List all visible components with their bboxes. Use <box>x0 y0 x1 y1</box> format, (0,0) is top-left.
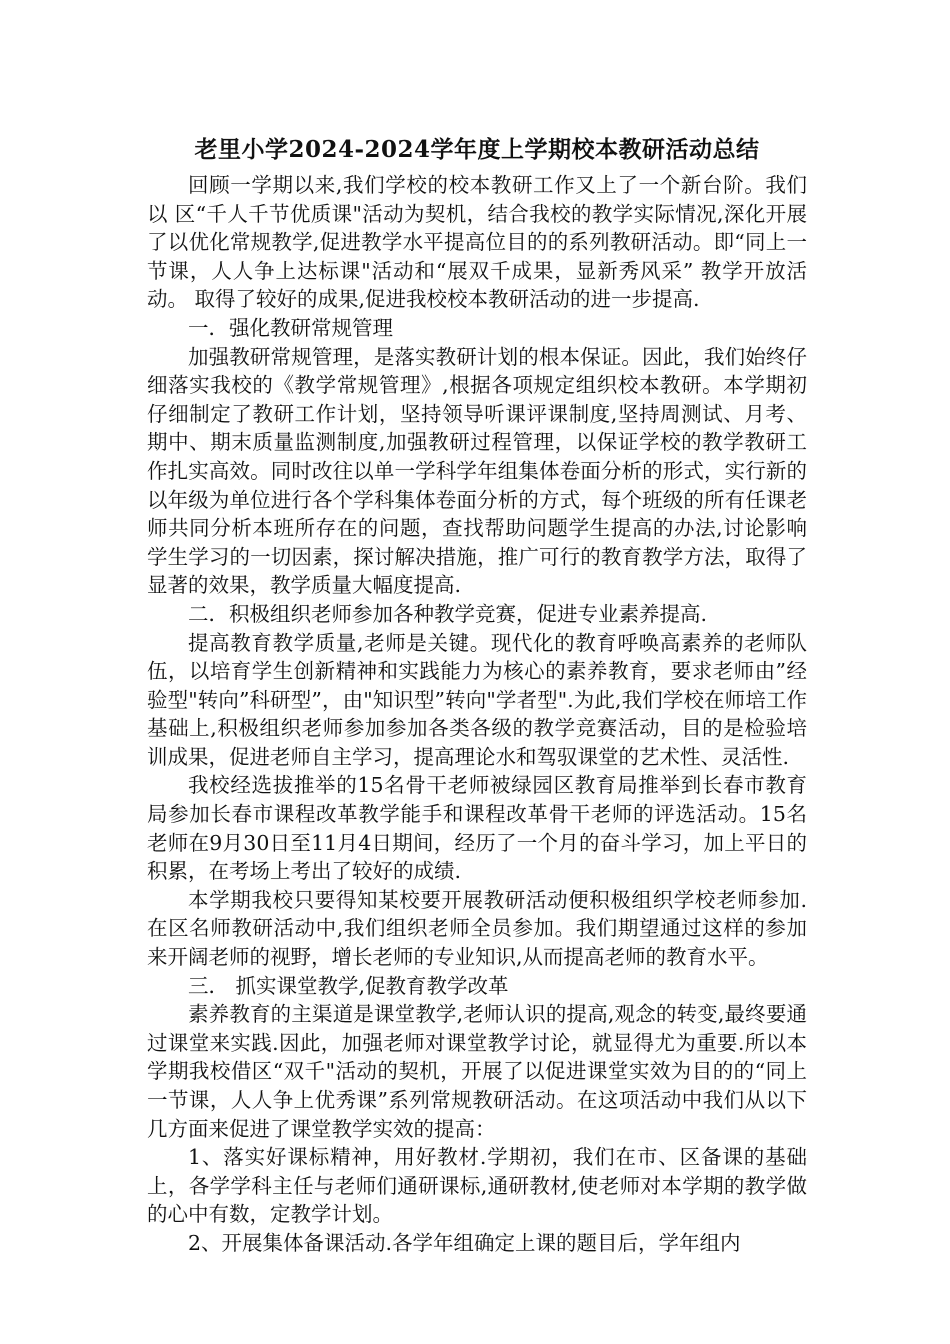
paragraph-participation: 本学期我校只要得知某校要开展教研活动便积极组织学校老师参加.在区名师教研活动中,我们组织老师全员参加。我们期望通过这样的参加来开阔老师的视野，增长老师的专业知识,从而提高老师的教育水平。 <box>147 887 807 970</box>
section-heading-3: 三． 抓实课堂教学,促教育教学改革 <box>188 973 509 998</box>
paragraph-item-2: 2、开展集体备课活动.各学年组确定上课的题目后，学年组内 <box>188 1230 741 1255</box>
paragraph-classroom: 素养教育的主渠道是课堂教学,老师认识的提高,观念的转变,最终要通过课堂来实践.因此，加强老师对课堂教学讨论，就显得尤为重要.所以本学期我校借区“双千"活动的契机，开展了以促进课堂实效为目的的“同上一节课，人人争上优秀课”系列常规教研活动。在这项活动中我们从以下几方面来促进了课堂教学实效的提高： <box>147 1002 807 1141</box>
section-heading-1: 一．强化教研常规管理 <box>188 315 393 340</box>
paragraph-intro: 回顾一学期以来,我们学校的校本教研工作又上了一个新台阶。我们以 区“千人千节优质课"活动为契机，结合我校的教学实际情况,深化开展了以优化常规教学,促进教学水平提高位目的的系列教研活动。即“同上一节课，人人争上达标课"活动和“展双千成果，显新秀风采” 教学开放活动。 取得了较好的成果,促进我校校本教研活动的进一步提高. <box>147 173 807 312</box>
paragraph-management: 加强教研常规管理，是落实教研计划的根本保证。因此，我们始终仔细落实我校的《教学常规管理》,根据各项规定组织校本教研。本学期初仔细制定了教研工作计划，坚持领导听课评课制度,坚持周测试、月考、期中、期末质量监测制度,加强教研过程管理，以保证学校的教学教研工作扎实高效。同时改往以单一学科学年组集体卷面分析的形式，实行新的以年级为单位进行各个学科集体卷面分析的方式，每个班级的所有任课老师共同分析本班所存在的问题，查找帮助问题学生提高的办法,讨论影响学生学习的一切因素，探讨解决措施，推广可行的教育教学方法，取得了显著的效果，教学质量大幅度提高. <box>147 344 807 598</box>
paragraph-item-1: 1、落实好课标精神，用好教材.学期初，我们在市、区备课的基础上，各学学科主任与老师们通研课标,通研教材,使老师对本学期的教学做的心中有数，定教学计划。 <box>147 1145 807 1227</box>
document-title: 老里小学2024-2024学年度上学期校本教研活动总结 <box>194 136 760 163</box>
section-heading-2: 二．积极组织老师参加各种教学竞赛，促进专业素养提高. <box>188 601 708 626</box>
paragraph-quality: 提高教育教学质量,老师是关键。现代化的教育呼唤高素养的老师队伍，以培育学生创新精神和实践能力为核心的素养教育，要求老师由”经验型"转向”科研型”，由"知识型”转向"学者型".为此,我们学校在师培工作基础上,积极组织老师参加参加各类各级的教学竞赛活动，目的是检验培训成果，促进老师自主学习，提高理论水和驾驭课堂的艺术性、灵活性. <box>147 630 807 769</box>
paragraph-backbone-teachers: 我校经选拔推举的15名骨干老师被绿园区教育局推举到长春市教育局参加长春市课程改革教学能手和课程改革骨干老师的评选活动。15名老师在9月30日至11月4日期间，经历了一个月的奋斗学习，加上平日的积累，在考场上考出了较好的成绩. <box>147 773 807 884</box>
document-page <box>147 133 807 1258</box>
